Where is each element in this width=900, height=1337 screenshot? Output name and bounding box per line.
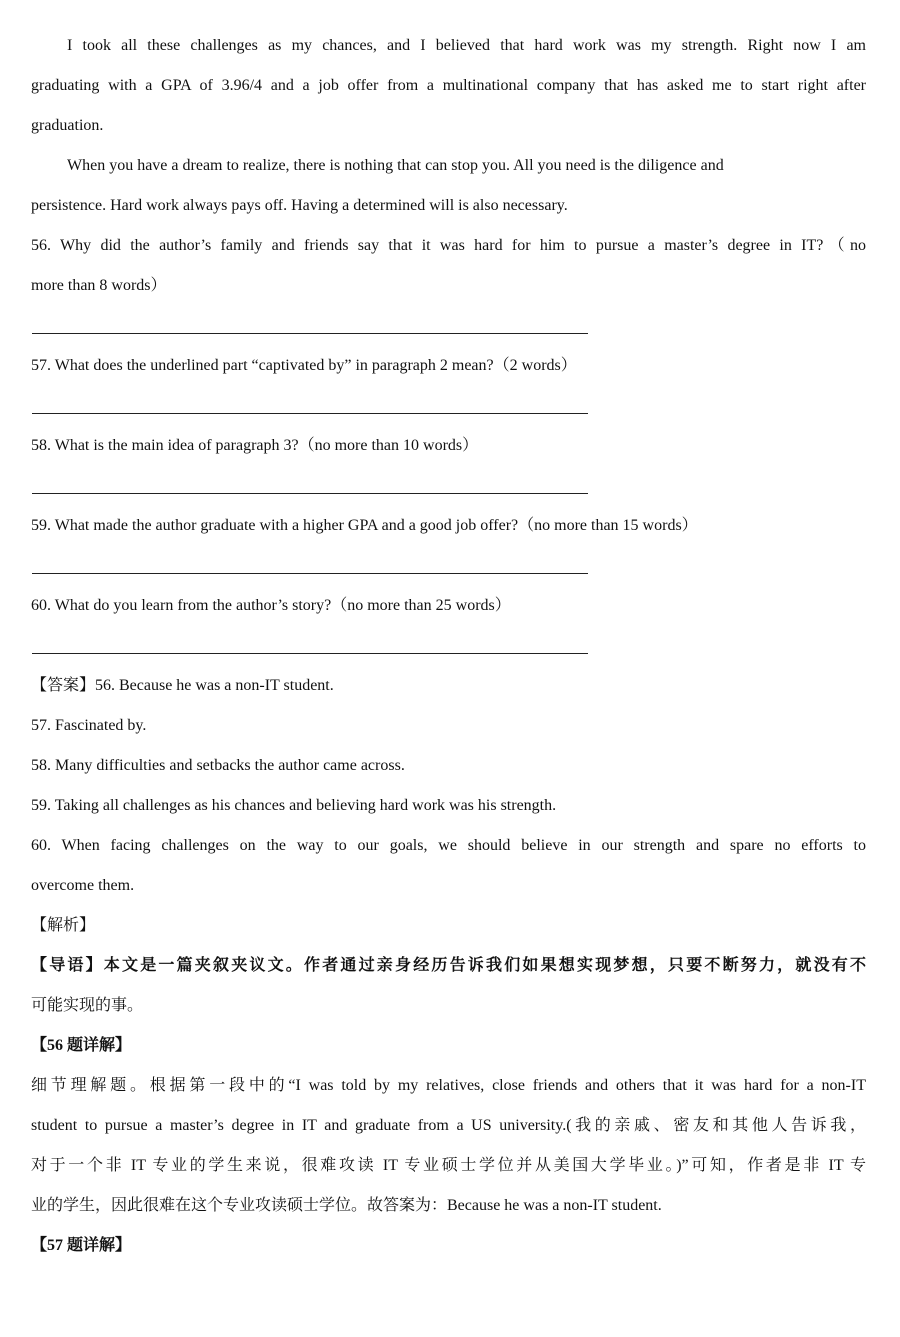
passage-paragraph-1-line-3: graduation. — [31, 117, 104, 134]
answer-59: 59. Taking all challenges as his chances and believing hard work was his strength. — [31, 797, 557, 814]
passage-paragraph-2-line-2: persistence. Hard work always pays off. Having a determined will is also necessary. — [31, 197, 568, 214]
passage-paragraph-1-line-2: graduating with a GPA of 3.96/4 and a job offer from a multinational company that has asked me to start right after — [31, 77, 866, 94]
answer-60-line-2: overcome them. — [31, 877, 135, 894]
question-57: 57. What does the underlined part “captivated by” in paragraph 2 mean?（2 words） — [31, 357, 577, 374]
q56-explanation-line-2: student to pursue a master’s degree in IT and graduate from a US university.(我的亲戚、密友和其他人告诉我， — [31, 1117, 866, 1134]
answer-blank-60 — [32, 653, 588, 654]
q56-explanation-heading: 【56 题详解】 — [31, 1037, 132, 1054]
q56-explanation-line-4: 业的学生，因此很难在这个专业攻读硕士学位。故答案为：Because he was a non-IT student. — [31, 1197, 662, 1214]
answer-blank-59 — [32, 573, 588, 574]
passage-paragraph-1-line-1: I took all these challenges as my chances, and I believed that hard work was my strength. Right now I am — [67, 37, 866, 54]
answer-60-line-1: 60. When facing challenges on the way to our goals, we should believe in our strength and spare no efforts to — [31, 837, 866, 854]
answer-blank-56 — [32, 333, 588, 334]
answer-blank-57 — [32, 413, 588, 414]
guide-line-2: 可能实现的事。 — [31, 997, 144, 1014]
question-56-line-2: more than 8 words） — [31, 277, 167, 294]
answer-58: 58. Many difficulties and setbacks the author came across. — [31, 757, 405, 774]
question-59: 59. What made the author graduate with a higher GPA and a good job offer?（no more than 15 words） — [31, 517, 698, 534]
analysis-heading: 【解析】 — [31, 917, 96, 934]
answer-57: 57. Fascinated by. — [31, 717, 147, 734]
question-60: 60. What do you learn from the author’s story?（no more than 25 words） — [31, 597, 511, 614]
guide-line-1: 【导语】本文是一篇夹叙夹议文。作者通过亲身经历告诉我们如果想实现梦想，只要不断努力，就没有不 — [31, 957, 866, 974]
q57-explanation-heading: 【57 题详解】 — [31, 1237, 132, 1254]
q56-explanation-line-1: 细节理解题。根据第一段中的“I was told by my relatives, close friends and others that it was hard for a non-IT — [31, 1077, 866, 1094]
answer-blank-58 — [32, 493, 588, 494]
q56-explanation-line-3: 对于一个非 IT 专业的学生来说，很难攻读 IT 专业硕士学位并从美国大学毕业。)”可知，作者是非 IT 专 — [31, 1157, 866, 1174]
answer-56: 【答案】56. Because he was a non-IT student. — [31, 677, 334, 694]
question-58: 58. What is the main idea of paragraph 3?（no more than 10 words） — [31, 437, 479, 454]
question-56-line-1: 56. Why did the author’s family and friends say that it was hard for him to pursue a master’s degree in IT?（no — [31, 237, 866, 254]
passage-paragraph-2-line-1: When you have a dream to realize, there is nothing that can stop you. All you need is the diligence and — [67, 157, 724, 174]
